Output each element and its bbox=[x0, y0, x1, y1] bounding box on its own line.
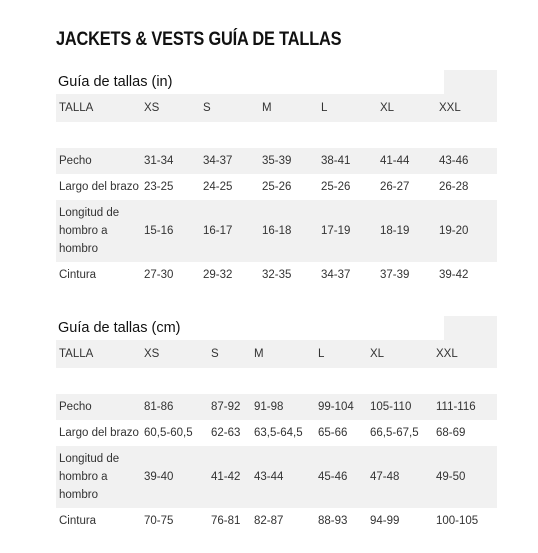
table-cell: 18-19 bbox=[380, 200, 439, 262]
table-cell: 47-48 bbox=[370, 446, 436, 508]
table-cell: 68-69 bbox=[436, 420, 497, 446]
size-guide-centimeters bbox=[56, 316, 497, 534]
table-cell: 62-63 bbox=[211, 420, 254, 446]
table-cell: 39-40 bbox=[144, 446, 211, 508]
table-cell: 39-42 bbox=[439, 262, 497, 288]
table-row bbox=[56, 508, 497, 534]
table-cell: 60,5-60,5 bbox=[144, 420, 211, 446]
table-cell: 15-16 bbox=[144, 200, 203, 262]
column-header: L bbox=[321, 94, 380, 122]
table-cell: 19-20 bbox=[439, 200, 497, 262]
table-cell: 63,5-64,5 bbox=[254, 420, 318, 446]
table-cell: 38-41 bbox=[321, 148, 380, 174]
size-table-centimeters bbox=[56, 340, 497, 534]
table-cell: 49-50 bbox=[436, 446, 497, 508]
column-header: XXL bbox=[439, 94, 497, 122]
table-cell: 100-105 bbox=[436, 508, 497, 534]
column-header: XS bbox=[144, 340, 211, 368]
table-cell: 31-34 bbox=[144, 148, 203, 174]
page-title: JACKETS & VESTS GUÍA DE TALLAS bbox=[56, 29, 342, 50]
column-header: TALLA bbox=[56, 340, 144, 368]
row-label: Cintura bbox=[56, 508, 144, 534]
table-row bbox=[56, 200, 497, 262]
table-spacer-row bbox=[56, 122, 497, 148]
column-header: M bbox=[254, 340, 318, 368]
column-header: XXL bbox=[436, 340, 497, 368]
size-table-inches bbox=[56, 94, 497, 288]
table-cell: 41-44 bbox=[380, 148, 439, 174]
column-header: S bbox=[211, 340, 254, 368]
column-header: L bbox=[318, 340, 370, 368]
table-cell: 99-104 bbox=[318, 394, 370, 420]
row-label: Longitud de hombro a hombro bbox=[56, 446, 144, 508]
table-cell: 105-110 bbox=[370, 394, 436, 420]
row-label: Pecho bbox=[56, 394, 144, 420]
table-cell: 37-39 bbox=[380, 262, 439, 288]
section-title-inches: Guía de tallas (in) bbox=[56, 70, 497, 94]
table-cell: 29-32 bbox=[203, 262, 262, 288]
table-row bbox=[56, 262, 497, 288]
table-cell: 81-86 bbox=[144, 394, 211, 420]
table-row bbox=[56, 420, 497, 446]
table-row bbox=[56, 174, 497, 200]
table-cell: 17-19 bbox=[321, 200, 380, 262]
row-label: Largo del brazo bbox=[56, 174, 144, 200]
column-header: XS bbox=[144, 94, 203, 122]
table-cell: 34-37 bbox=[321, 262, 380, 288]
row-label: Cintura bbox=[56, 262, 144, 288]
table-cell: 111-116 bbox=[436, 394, 497, 420]
size-guide-inches bbox=[56, 70, 497, 288]
table-cell: 26-28 bbox=[439, 174, 497, 200]
table-cell: 70-75 bbox=[144, 508, 211, 534]
table-cell: 45-46 bbox=[318, 446, 370, 508]
table-cell: 41-42 bbox=[211, 446, 254, 508]
table-row bbox=[56, 446, 497, 508]
table-cell: 43-46 bbox=[439, 148, 497, 174]
table-cell: 87-92 bbox=[211, 394, 254, 420]
table-cell: 91-98 bbox=[254, 394, 318, 420]
table-cell: 65-66 bbox=[318, 420, 370, 446]
column-header: S bbox=[203, 94, 262, 122]
table-header-row bbox=[56, 340, 497, 368]
column-header: M bbox=[262, 94, 321, 122]
table-cell: 94-99 bbox=[370, 508, 436, 534]
table-cell: 32-35 bbox=[262, 262, 321, 288]
column-header: XL bbox=[380, 94, 439, 122]
table-cell: 76-81 bbox=[211, 508, 254, 534]
row-label: Pecho bbox=[56, 148, 144, 174]
section-title-centimeters: Guía de tallas (cm) bbox=[56, 316, 497, 340]
table-row bbox=[56, 148, 497, 174]
table-cell: 34-37 bbox=[203, 148, 262, 174]
table-cell: 16-18 bbox=[262, 200, 321, 262]
table-cell: 35-39 bbox=[262, 148, 321, 174]
table-cell: 82-87 bbox=[254, 508, 318, 534]
table-cell: 88-93 bbox=[318, 508, 370, 534]
table-cell: 25-26 bbox=[321, 174, 380, 200]
table-cell: 23-25 bbox=[144, 174, 203, 200]
table-cell: 16-17 bbox=[203, 200, 262, 262]
table-row bbox=[56, 394, 497, 420]
table-cell: 26-27 bbox=[380, 174, 439, 200]
row-label: Longitud de hombro a hombro bbox=[56, 200, 144, 262]
table-cell: 27-30 bbox=[144, 262, 203, 288]
table-cell: 66,5-67,5 bbox=[370, 420, 436, 446]
table-cell: 43-44 bbox=[254, 446, 318, 508]
table-header-row bbox=[56, 94, 497, 122]
column-header: XL bbox=[370, 340, 436, 368]
row-label: Largo del brazo bbox=[56, 420, 144, 446]
column-header: TALLA bbox=[56, 94, 144, 122]
table-cell: 24-25 bbox=[203, 174, 262, 200]
table-spacer-row bbox=[56, 368, 497, 394]
table-cell: 25-26 bbox=[262, 174, 321, 200]
